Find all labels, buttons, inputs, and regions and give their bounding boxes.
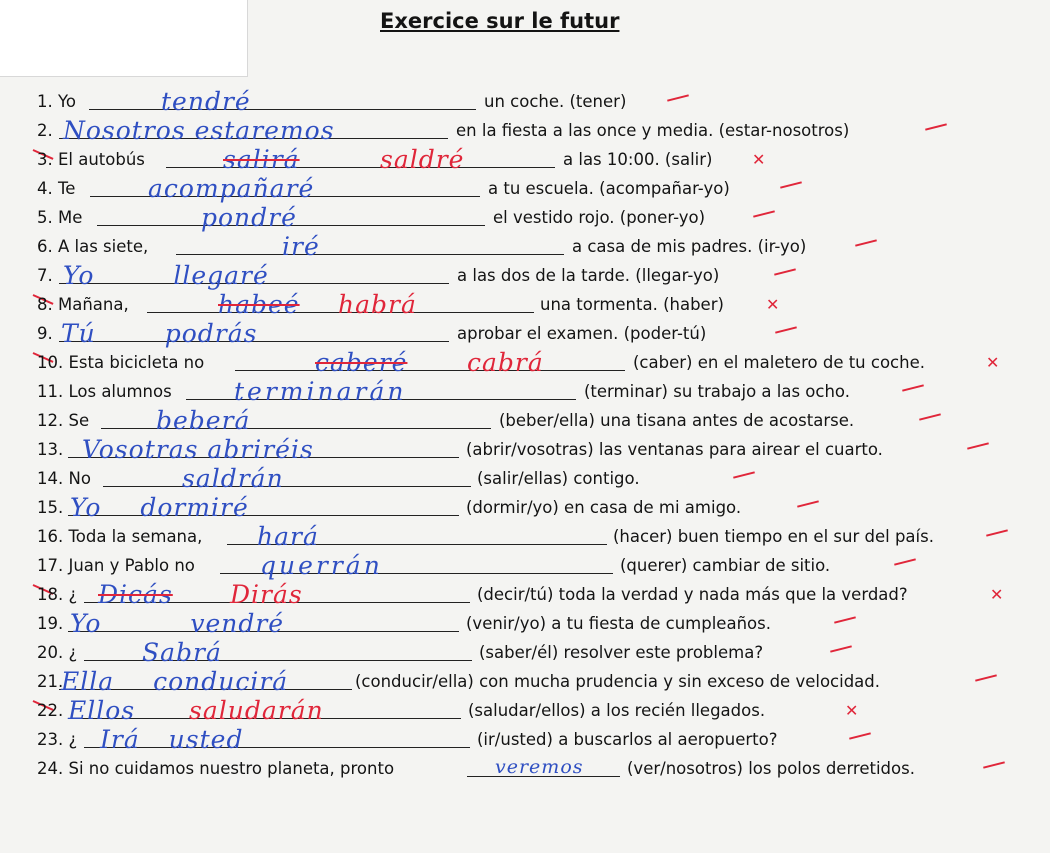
handwritten-answer-struck: Dicás: [98, 580, 173, 609]
handwritten-answer: tendré: [161, 87, 251, 116]
line-suffix: (salir/ellas) contigo.: [477, 469, 640, 488]
line-prompt: 5. Me: [37, 208, 83, 227]
line-prompt: 12. Se: [37, 411, 90, 430]
check-mark-icon: [753, 210, 775, 217]
line-suffix: (beber/ella) una tisana antes de acostarse.: [499, 411, 855, 430]
teacher-correction: habrá: [338, 290, 417, 319]
line-prompt: 24. Si no cuidamos nuestro planeta, pronto: [37, 759, 395, 778]
line-suffix: (terminar) su trabajo a las ocho.: [584, 382, 850, 401]
check-mark-icon: [780, 181, 802, 188]
x-mark-icon: ✕: [990, 585, 1004, 604]
check-mark-icon: [894, 558, 916, 565]
handwritten-answer: acompañaré: [148, 174, 315, 203]
line-prompt: 9.: [37, 324, 53, 343]
teacher-correction: saldré: [380, 145, 465, 174]
handwritten-answer: Ellos: [68, 696, 136, 725]
line-prompt: 17. Juan y Pablo no: [37, 556, 195, 575]
line-prompt: 13.: [37, 440, 64, 459]
handwritten-answer: Sabrá: [142, 638, 222, 667]
line-prompt: 8. Mañana,: [37, 295, 129, 314]
line-suffix: a tu escuela. (acompañar-yo): [488, 179, 730, 198]
handwritten-answer: querrán: [260, 551, 383, 580]
x-mark-icon: ✕: [845, 701, 859, 720]
line-suffix: a las dos de la tarde. (llegar-yo): [457, 266, 720, 285]
answer-blank: [89, 109, 476, 110]
handwritten-answer: saldrán: [182, 464, 284, 493]
line-prompt: 21.: [37, 672, 64, 691]
check-mark-icon: [983, 761, 1005, 768]
line-suffix: una tormenta. (haber): [540, 295, 724, 314]
handwritten-answer: hará: [257, 522, 319, 551]
handwritten-answer: Yo dormiré: [70, 493, 249, 522]
line-suffix: un coche. (tener): [484, 92, 627, 111]
handwritten-answer: Nosotros estaremos: [63, 116, 335, 145]
line-prompt: 19.: [37, 614, 64, 633]
check-mark-icon: [919, 413, 941, 420]
line-suffix: aprobar el examen. (poder-tú): [457, 324, 707, 343]
line-suffix: (hacer) buen tiempo en el sur del país.: [613, 527, 934, 546]
line-suffix: (conducir/ella) con mucha prudencia y sin exceso de velocidad.: [355, 672, 881, 691]
line-suffix: (caber) en el maletero de tu coche.: [633, 353, 925, 372]
line-suffix: el vestido rojo. (poner-yo): [493, 208, 706, 227]
check-mark-icon: [775, 326, 797, 333]
line-prompt: 16. Toda la semana,: [37, 527, 203, 546]
worksheet-title: Exercice sur le futur: [380, 9, 620, 33]
line-prompt: 4. Te: [37, 179, 76, 198]
handwritten-answer: terminarán: [234, 377, 407, 406]
handwritten-answer: Ella conducirá: [61, 667, 289, 696]
line-prompt: 15.: [37, 498, 64, 517]
check-mark-icon: [925, 123, 947, 130]
line-suffix: a las 10:00. (salir): [563, 150, 713, 169]
handwritten-answer: beberá: [156, 406, 251, 435]
handwritten-answer: Tú podrás: [61, 319, 258, 348]
teacher-correction: cabrá: [467, 348, 544, 377]
line-suffix: (decir/tú) toda la verdad y nada más que la verdad?: [477, 585, 908, 604]
handwritten-answer-struck: salirá: [223, 145, 300, 174]
answer-blank: [176, 254, 564, 255]
handwritten-answer-struck: caberé: [315, 348, 408, 377]
check-mark-icon: [975, 674, 997, 681]
x-mark-icon: ✕: [766, 295, 780, 314]
line-suffix: (saludar/ellos) a los recién llegados.: [468, 701, 766, 720]
handwritten-answer: Yo vendré: [70, 609, 285, 638]
check-mark-icon: [774, 268, 796, 275]
check-mark-icon: [830, 645, 852, 652]
line-suffix: (venir/yo) a tu fiesta de cumpleaños.: [466, 614, 771, 633]
x-mark-icon: ✕: [986, 353, 1000, 372]
check-mark-icon: [667, 94, 689, 101]
handwritten-answer: iré: [282, 232, 320, 261]
answer-blank: [103, 486, 471, 487]
line-suffix: (dormir/yo) en casa de mi amigo.: [466, 498, 742, 517]
line-prompt: 3. El autobús: [37, 150, 145, 169]
check-mark-icon: [834, 616, 856, 623]
handwritten-answer-struck: habeé: [218, 290, 300, 319]
line-prompt: 7.: [37, 266, 53, 285]
teacher-correction: Dirás: [230, 580, 303, 609]
check-mark-icon: [855, 239, 877, 246]
teacher-correction: saludarán: [189, 696, 324, 725]
check-mark-icon: [797, 500, 819, 507]
line-suffix: (ir/usted) a buscarlos al aeropuerto?: [477, 730, 778, 749]
line-prompt: 22.: [37, 701, 64, 720]
blank-corner-patch: [0, 0, 248, 77]
line-prompt: 6. A las siete,: [37, 237, 149, 256]
line-prompt: 14. No: [37, 469, 91, 488]
line-suffix: a casa de mis padres. (ir-yo): [572, 237, 807, 256]
handwritten-answer: veremos: [495, 756, 584, 778]
line-prompt: 18. ¿: [37, 585, 78, 604]
handwritten-answer: Vosotras abriréis: [82, 435, 314, 464]
line-suffix: en la fiesta a las once y media. (estar-nosotros): [456, 121, 850, 140]
x-mark-icon: ✕: [752, 150, 766, 169]
line-prompt: 10. Esta bicicleta no: [37, 353, 205, 372]
line-prompt: 23. ¿: [37, 730, 78, 749]
line-suffix: (abrir/vosotras) las ventanas para airear el cuarto.: [466, 440, 883, 459]
check-mark-icon: [733, 471, 755, 478]
line-suffix: (saber/él) resolver este problema?: [479, 643, 764, 662]
line-prompt: 2.: [37, 121, 53, 140]
handwritten-answer: Irá usted: [100, 725, 244, 754]
check-mark-icon: [986, 529, 1008, 536]
handwritten-answer: pondré: [201, 203, 297, 232]
check-mark-icon: [849, 732, 871, 739]
line-suffix: (querer) cambiar de sitio.: [620, 556, 831, 575]
line-prompt: 11. Los alumnos: [37, 382, 172, 401]
answer-blank: [235, 370, 625, 371]
check-mark-icon: [967, 442, 989, 449]
handwritten-answer: Yo llegaré: [63, 261, 269, 290]
line-prompt: 20. ¿: [37, 643, 78, 662]
line-prompt: 1. Yo: [37, 92, 76, 111]
line-suffix: (ver/nosotros) los polos derretidos.: [627, 759, 915, 778]
check-mark-icon: [902, 384, 924, 391]
